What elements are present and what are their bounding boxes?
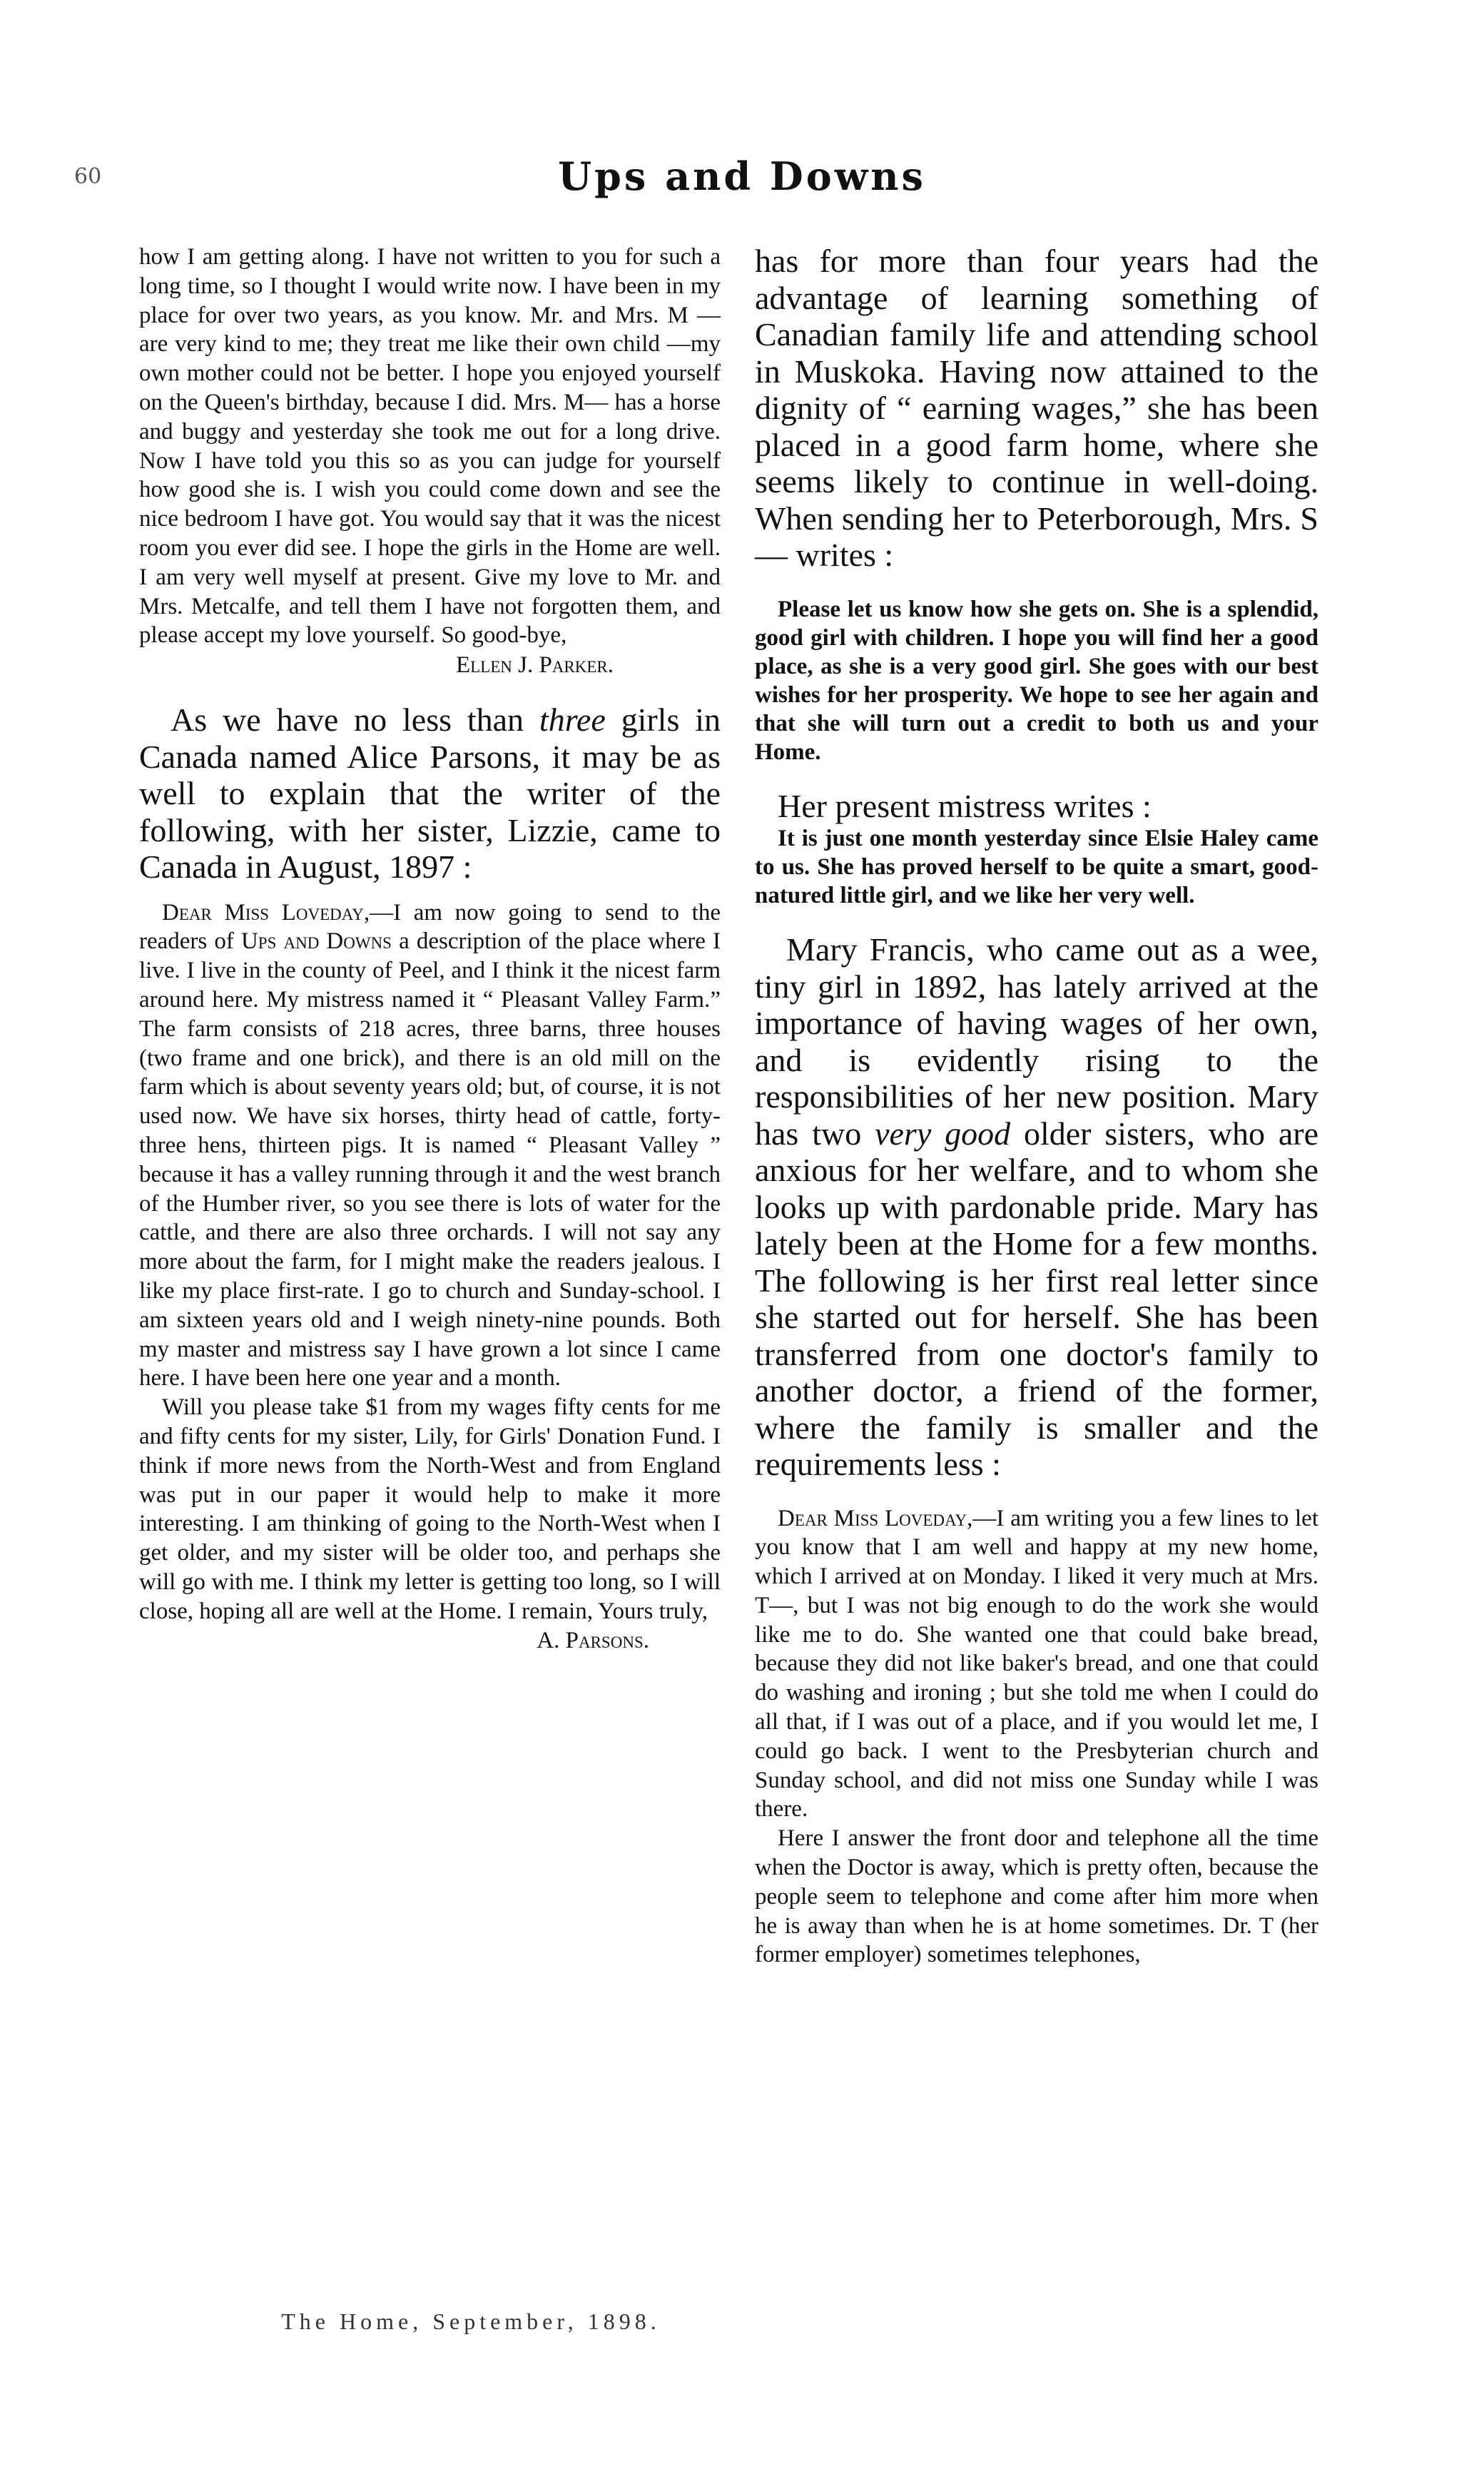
page-number: 60: [74, 164, 102, 189]
mary-francis-intro: [755, 931, 1318, 1483]
mrs-s-quote: Please let us know how she gets on. She is a splendid, good girl with children. I hope you will find her a good place, as she is a very good girl. She goes with our best wishes for her prosperity. We hope to see her again and that she will turn out a credit to both us and your Home.: [755, 596, 1318, 765]
mary-intro-b: older sisters, who are anxious for her welfare, and to whom she looks up with pardonable pride. Mary has lately been at the Home for a few months. The following is her first real letter since she started out for herself. She has been transferred from one doctor's family to another doctor, a friend of the former, where the family is smaller and the requirements less :: [755, 1115, 1318, 1482]
mistress-quote: It is just one month yesterday since Elsie Haley came to us. She has proved herself to be quite a smart, good-natured little girl, and we like her very well.: [755, 826, 1318, 908]
letter2-salutation: Dear Miss Loveday,: [162, 899, 370, 926]
intro-emphasis: three: [539, 701, 606, 739]
intro-text-a: As we have no less than: [171, 701, 539, 739]
letter3-salutation: Dear Miss Loveday,: [778, 1505, 973, 1531]
right-column: [755, 243, 1318, 1970]
footer-dateline: The Home, September, 1898.: [281, 2308, 661, 2334]
left-column: [139, 243, 721, 1655]
mistress-intro: Her present mistress writes :: [778, 787, 1152, 824]
magazine-name: Ups and Downs: [240, 928, 392, 955]
mary-intro-emphasis: very good: [875, 1115, 1011, 1152]
letter2-p1-b: a description of the place where I live. I live in the county of Peel, and I think it the nicest farm around here. My mistress named it “ Pleasant Valley Farm.” The farm consists of 218 acres, three barns, three houses (two frame and one brick), and there is an old mill on the farm which is about seventy years old; but, of course, it is not used now. We have six horses, thirty head of cattle, forty-three hens, thirteen pigs. It is named “ Pleasant Valley ” because it has a valley running through it and the west branch of the Humber river, so you see there is lots of water for the cattle, and there are also three orchards. I will not say any more about the farm, for I might make the readers jealous. I like my place first-rate. I go to church and Sunday-school. I am sixteen years old and I weigh ninety-nine pounds. Both my master and mistress say I have grown a lot since I came here. I have been here one year and a month.: [139, 928, 721, 1391]
letter2-paragraph-2: Will you please take $1 from my wages fifty cents for me and fifty cents for my sister, Lily, for Girls' Donation Fund. I think if more news from the North-West and from England was put in our paper it would help to make it more interesting. I am thinking of going to the North-West when I get older, and my sister will be older too, and perhaps she will go with me. I think my letter is getting too long, so I will close, hoping all are well at the Home. I remain, Yours truly,: [139, 1394, 721, 1624]
letter2-p1-a: —I am now going to send to the readers of: [139, 899, 721, 955]
letter1-signature: Ellen J. Parker.: [455, 652, 614, 679]
letter2-signature: A. Parsons.: [537, 1627, 649, 1653]
letter1-body: how I am getting along. I have not written to you for such a long time, so I thought I would write now. I have been in my place for over two years, as you know. Mr. and Mrs. M — are very kind to me; they treat me like their own child —my own mother could not be better. I hope you enjoyed yourself on the Queen's birthday, because I did. Mrs. M— has a horse and buggy and yesterday she took me out for a long drive. Now I have told you this so as you can judge for yourself how good she is. I wish you could come down and see the nice bedroom I have got. You would say that it was the nicest room you ever did see. I hope the girls in the Home are well. I am very well myself at present. Give my love to Mr. and Mrs. Metcalfe, and tell them I have not forgotten them, and please accept my love yourself. So good-bye,: [139, 244, 721, 649]
letter3-p1-text: —I am writing you a few lines to let you know that I am well and happy at my new home, which I arrived at on Monday. I liked it very much at Mrs. T—, but I was not big enough to do the work she would like me to do. She wanted one that could bake bread, because they did not like baker's bread, and one that could do washing and ironing ; but she told me when I could do all that, if I was out of a place, and if you would let me, I could go back. I went to the Presbyterian church and Sunday school, and did not miss one Sunday while I was there.: [755, 1505, 1318, 1823]
running-title: Ups and Downs: [558, 153, 926, 199]
letter2-paragraph-1: [139, 898, 721, 1394]
letter3-paragraph-1: [755, 1504, 1318, 1825]
alice-parsons-intro: [139, 701, 721, 886]
mary-intro-a: Mary Francis, who came out as a wee, tiny girl in 1892, has lately arrived at the importance of having wages of her own, and is evidently rising to the responsibilities of her new position. Mary has two: [755, 931, 1318, 1152]
letter3-paragraph-2: Here I answer the front door and telephone all the time when the Doctor is away, which is pretty often, because the people seem to telephone and come after him more when he is away than when he is at home sometimes. Dr. T (her former employer) sometimes telephones,: [755, 1825, 1318, 1968]
elsie-intro: has for more than four years had the advantage of learning something of Canadian family life and attending school in Muskoka. Having now attained to the dignity of “ earning wages,” she has been placed in a good farm home, where she seems likely to continue in well-doing. When sending her to Peterborough, Mrs. S— writes :: [755, 243, 1318, 573]
intro-text-b: girls in Canada named Alice Parsons, it may be as well to explain that the writer of the following, with her sister, Lizzie, came to Canada in August, 1897 :: [139, 701, 721, 886]
